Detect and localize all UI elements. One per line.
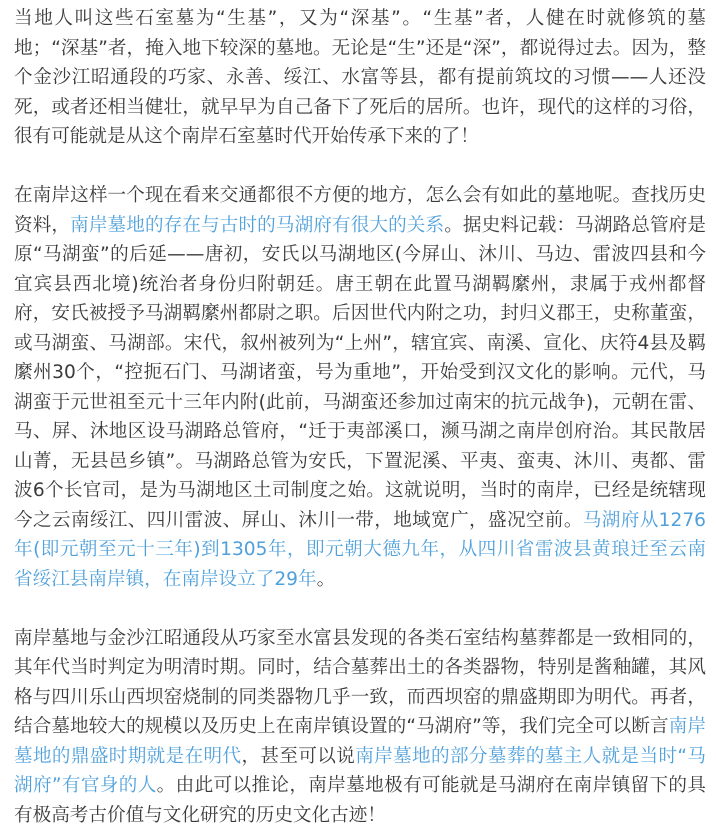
article-paragraph <box>14 181 706 594</box>
highlighted-text: 马湖府从1276年(即元朝至元十三年)到1305年，即元朝大德九年，从四川省雷波县黄琅迁至云南省绥江县南岸镇，在南岸设立了29年 <box>14 510 706 590</box>
body-text: 。 <box>317 569 336 590</box>
body-text: 在南岸这样一个现在看来交通都很不方便的地方，怎么会有如此的墓地呢。查找历史资料， <box>14 185 706 236</box>
highlighted-text: 南岸墓地的存在与古时的马湖府有很大的关系 <box>70 215 444 236</box>
body-text: 当地人叫这些石室墓为“生基”，又为“深基”。“生基”者，人健在时就修筑的墓地；“深基”者，掩入地下较深的墓地。无论是“生”还是“深”，都说得过去。因为，整个金沙江昭通段的巧家、永善、绥江、水富等县，都有提前筑坟的习惯——人还没死，或者还相当健壮，就早早为自己备下了死后的居所。也许，现代的这样的习俗，很有可能就是从这个南岸石室墓时代开始传承下来的了！ <box>14 8 706 147</box>
highlighted-text: 南岸墓地的部分墓葬的墓主人就是当时“马湖府”有官身的人 <box>14 746 706 797</box>
article-paragraph <box>14 4 706 152</box>
article-paragraph <box>14 624 706 830</box>
body-text: 南岸墓地与金沙江昭通段从巧家至水富县发现的各类石室结构墓葬都是一致相同的，其年代当时判定为明清时期。同时，结合墓葬出土的各类器物，特别是酱釉罐，其风格与四川乐山西坝窑烧制的同类器物几乎一致，而西坝窑的鼎盛期即为明代。再者，结合墓地较大的规模以及历史上在南岸镇设置的“马湖府”等，我们完全可以断言 <box>14 628 706 738</box>
body-text: ，甚至可以说 <box>241 746 355 767</box>
body-text: 。由此可以推论，南岸墓地极有可能就是马湖府在南岸镇留下的具有极高考古价值与文化研究的历史文化古迹！ <box>14 775 706 826</box>
highlighted-text: 南岸墓地的鼎盛时期就是在明代 <box>14 716 706 767</box>
article-body <box>14 4 706 830</box>
body-text: 。据史料记载：马湖路总管府是原“马湖蛮”的后延——唐初，安氏以马湖地区(今屏山、沐川、马边、雷波四县和今宜宾县西北境)统治者身份归附朝廷。唐王朝在此置马湖羁縻州，隶属于戎州都督府，安氏被授予马湖羁縻州都尉之职。后因世代内附之功，封归义郡王，史称董蛮，或马湖蛮、马湖部。宋代，叙州被列为“上州”，辖宜宾、南溪、宣化、庆符4县及羁縻州30个，“控扼石门、马湖诸蛮，号为重地”，开始受到汉文化的影响。元代，马湖蛮于元世祖至元十三年内附(此前，马湖蛮还参加过南宋的抗元战争)，元朝在雷、马、屏、沐地区设马湖路总管府，“迁于夷部溪口，濒马湖之南岸创府治。其民散居山菁，无县邑乡镇”。马湖路总管为安氏，下置泥溪、平夷、蛮夷、沐川、夷都、雷波6个长官司，是为马湖地区土司制度之始。这就说明，当时的南岸，已经是统辖现今之云南绥江、四川雷波、屏山、沐川一带，地域宽广，盛况空前。 <box>14 215 706 531</box>
